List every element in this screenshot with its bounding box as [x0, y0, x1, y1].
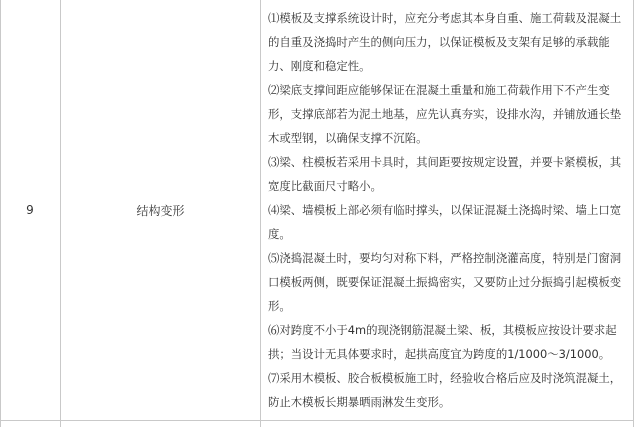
- description-line: ⑹对跨度不小于4m的现浇钢筋混凝土梁、板，其模板应按设计要求起: [268, 323, 617, 337]
- description-line: ⑴模板及支撑系统设计时，应充分考虑其本身自重、施工荷载及混凝土: [268, 11, 622, 25]
- description-line: 形，支撑底部若为泥土地基，应先认真夯实，设排水沟，并铺放通长垫: [268, 107, 622, 121]
- table-border-bottom: [0, 420, 634, 421]
- description-line: 度。: [268, 227, 291, 241]
- row-description: [261, 4, 633, 419]
- description-line: 防止木模板长期暴晒雨淋发生变形。: [268, 395, 451, 409]
- description-line: 力、刚度和稳定性。: [268, 59, 371, 73]
- description-line: ⑶梁、柱模板若采用卡具时，其间距要按规定设置，并要卡紧模板，其: [268, 155, 622, 169]
- description-line: ⑵梁底支撑间距应能够保证在混凝土重量和施工荷载作用下不产生变: [268, 83, 610, 97]
- description-line: 的自重及浇捣时产生的侧向压力，以保证模板及支架有足够的承载能: [268, 35, 610, 49]
- description-line: ⑸浇捣混凝土时，要均匀对称下料，严格控制浇灌高度，特别是门窗洞: [268, 251, 622, 265]
- description-line: 形。: [268, 299, 291, 313]
- description-line: 木或型钢，以确保支撑不沉陷。: [268, 131, 428, 145]
- description-line: ⑺采用木模板、胶合板模板施工时，经验收合格后应及时浇筑混凝土，: [268, 371, 622, 385]
- description-line: 宽度比截面尺寸略小。: [268, 179, 382, 193]
- description-line: 拱；当设计无具体要求时，起拱高度宜为跨度的1/1000～3/1000。: [268, 347, 611, 361]
- row-number: 9: [26, 203, 34, 217]
- description-line: 口模板两侧，既要保证混凝土振捣密实，又要防止过分振捣引起模板变: [268, 275, 622, 289]
- table-border-right: [633, 0, 634, 427]
- description-line: ⑷梁、墙模板上部必须有临时撑头，以保证混凝土浇捣时梁、墙上口宽: [268, 203, 622, 217]
- row-category: 结构变形: [136, 203, 185, 218]
